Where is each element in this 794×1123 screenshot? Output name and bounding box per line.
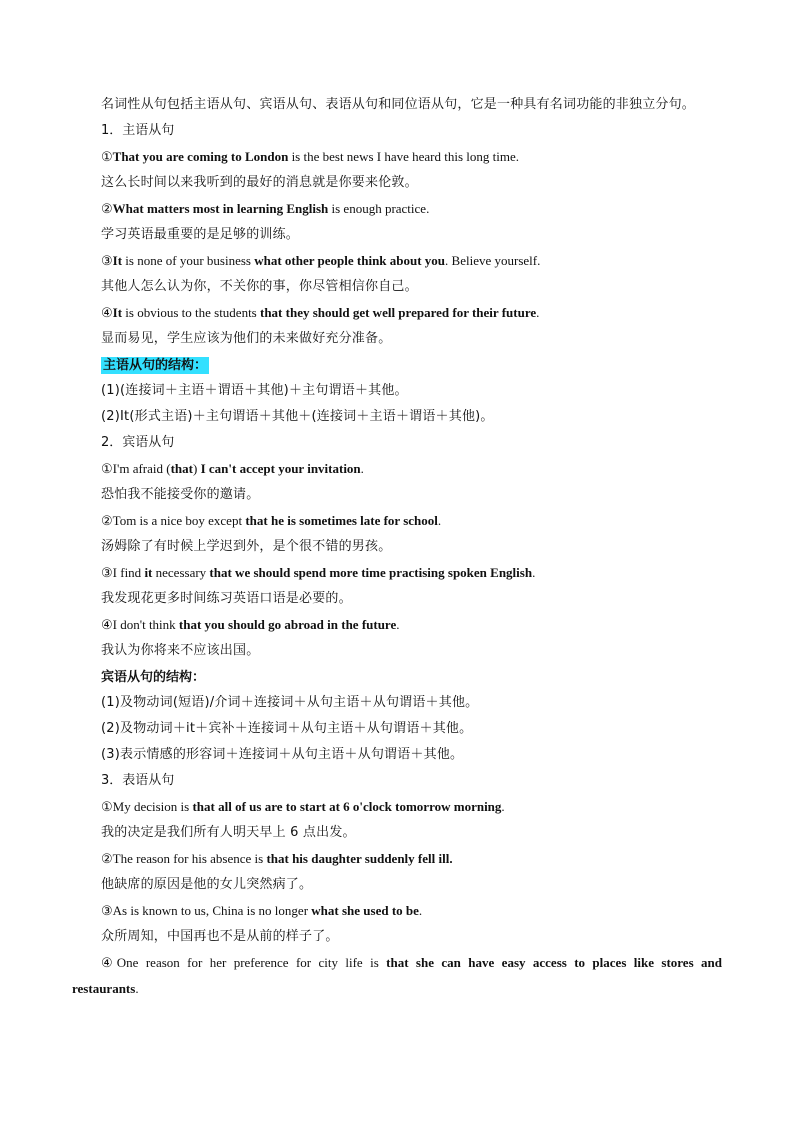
example-line: ②The reason for his absence is that his daughter suddenly fell ill. (101, 851, 453, 866)
example-translation: 学习英语最重要的是足够的训练。 (101, 227, 300, 242)
structure-item: (2)及物动词＋it＋宾补＋连接词＋从句主语＋从句谓语＋其他。 (101, 721, 473, 736)
example-line: ③It is none of your business what other people think about you. Believe yourself. (101, 253, 541, 268)
example-translation: 我认为你将来不应该出国。 (101, 643, 260, 658)
structure-item: (1)(连接词＋主语＋谓语＋其他)＋主句谓语＋其他。 (101, 383, 408, 398)
example-line-continuation: restaurants. (72, 981, 139, 996)
section-heading-predicative-clause: 3．表语从句 (101, 773, 175, 788)
structure-item: (3)表示情感的形容词＋连接词＋从句主语＋从句谓语＋其他。 (101, 747, 464, 762)
example-translation: 我的决定是我们所有人明天早上 6 点出发。 (101, 825, 356, 840)
structure-title-highlighted: 主语从句的结构： (103, 358, 208, 373)
example-translation: 我发现花更多时间练习英语口语是必要的。 (101, 591, 352, 606)
example-translation: 其他人怎么认为你，不关你的事，你尽管相信你自己。 (101, 279, 418, 294)
example-line: ①I'm afraid (that) I can't accept your invitation. (101, 461, 364, 476)
structure-item: (2)It(形式主语)＋主句谓语＋其他＋(连接词＋主语＋谓语＋其他)。 (101, 409, 494, 424)
document-content (72, 92, 722, 1002)
section-heading-object-clause: 2．宾语从句 (101, 435, 175, 450)
example-translation: 汤姆除了有时候上学迟到外，是个很不错的男孩。 (101, 539, 392, 554)
example-line: ①That you are coming to London is the best news I have heard this long time. (101, 149, 520, 164)
example-translation: 这么长时间以来我听到的最好的消息就是你要来伦敦。 (101, 175, 418, 190)
example-translation: 众所周知，中国再也不是从前的样子了。 (101, 929, 339, 944)
example-line: ②What matters most in learning English is enough practice. (101, 201, 430, 216)
example-line: ④I don't think that you should go abroad in the future. (101, 617, 400, 632)
example-line: ②Tom is a nice boy except that he is sometimes late for school. (101, 513, 442, 528)
example-translation: 恐怕我不能接受你的邀请。 (101, 487, 260, 502)
structure-item: (1)及物动词(短语)/介词＋连接词＋从句主语＋从句谓语＋其他。 (101, 695, 479, 710)
example-line: ③I find it necessary that we should spend more time practising spoken English. (101, 565, 536, 580)
intro-paragraph: 名词性从句包括主语从句、宾语从句、表语从句和同位语从句，它是一种具有名词功能的非独立分句。 (101, 97, 696, 112)
structure-title: 宾语从句的结构： (101, 670, 206, 685)
example-line: ④It is obvious to the students that they should get well prepared for their future. (101, 305, 540, 320)
structure-title-row (72, 664, 722, 690)
example-line: ①My decision is that all of us are to start at 6 o'clock tomorrow morning. (101, 799, 505, 814)
example-line: ④One reason for her preference for city life is that she can have easy access to places like stores and (101, 955, 722, 970)
structure-title-row (72, 352, 722, 378)
example-line: ③As is known to us, China is no longer what she used to be. (101, 903, 423, 918)
section-heading-subject-clause: 1．主语从句 (101, 123, 175, 138)
example-translation: 他缺席的原因是他的女儿突然病了。 (101, 877, 313, 892)
example-translation: 显而易见，学生应该为他们的未来做好充分准备。 (101, 331, 392, 346)
